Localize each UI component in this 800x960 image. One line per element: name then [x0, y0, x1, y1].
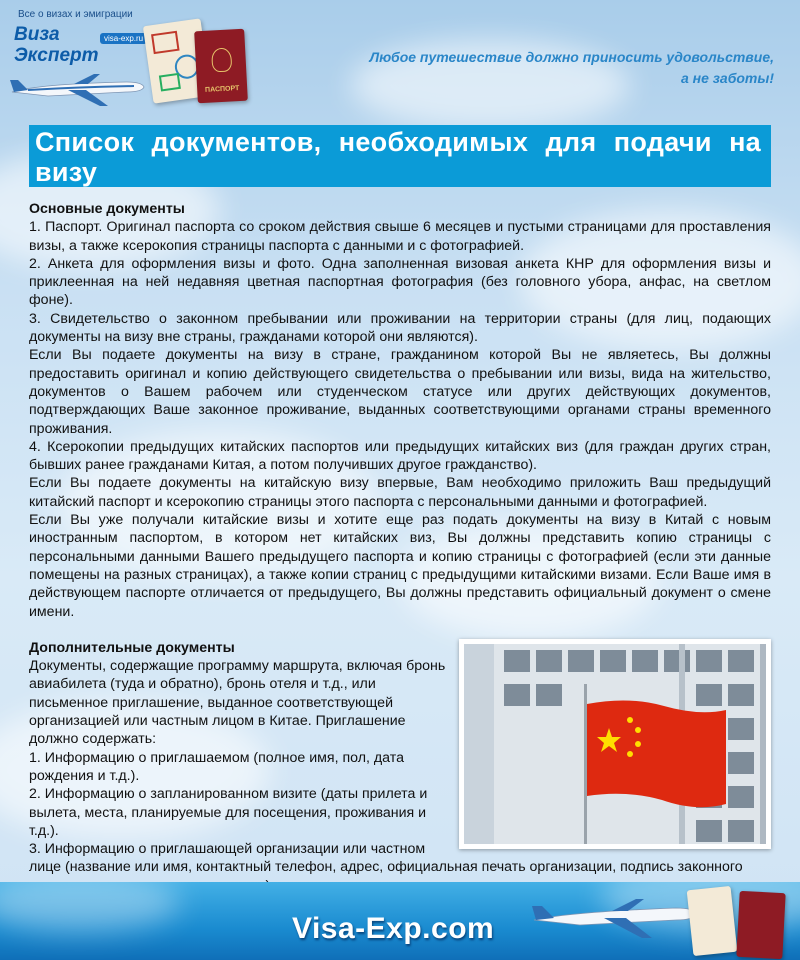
- slogan-line-2: а не заботы!: [680, 70, 774, 86]
- airplane-icon: [8, 70, 148, 110]
- site-url-badge: visa-exp.ru: [100, 33, 147, 44]
- page-title: Список документов, необходимых для подачи на визу: [35, 127, 761, 187]
- doc-paragraph: 3. Свидетельство о законном пребывании или проживании на территории страны (для лиц, подающих документы на визу вне страны, гражданами которой они являются).: [29, 310, 771, 346]
- article-body: [29, 200, 771, 913]
- passport-icon: [687, 886, 738, 956]
- title-bar: [29, 125, 771, 187]
- section-spacer: [29, 621, 771, 639]
- doc-paragraph: 2. Анкета для оформления визы и фото. Одна заполненная визовая анкета КНР для оформления визы и приклеенная на ней недавняя цветная паспортная фотография (без головного убора, анфас, на светлом фоне).: [29, 255, 771, 309]
- site-tagline: Все о визах и эмиграции: [18, 9, 133, 20]
- airplane-icon: [530, 894, 700, 942]
- main-docs-heading: Основные документы: [29, 201, 185, 217]
- brand-line-1: Виза: [14, 24, 60, 45]
- doc-paragraph: 4. Ксерокопии предыдущих китайских паспортов или предыдущих китайских виз (для граждан других стран, бывших ранее гражданами Китая, а потом получивших другое гражданство).: [29, 438, 771, 474]
- embassy-building-image: [464, 644, 766, 844]
- extra-doc-line: 2. Информацию о запланированном визите (даты прилета и вылета, места, планируемые для посещения, проживания и т.д.).: [29, 786, 428, 839]
- slogan-line-1: Любое путешествие должно приносить удовольствие,: [369, 49, 774, 65]
- passport-icon: [736, 891, 785, 959]
- doc-paragraph: Если Вы подаете документы на визу в стране, гражданином которой Вы не являетесь, Вы должны предоставить оригинал и копию действующего свидетельства о пребывании или визы, вида на жительство, документов о Вашем рабочем или студенческом статусе или других действующих документов, подтверждающих Ваше законное проживание, выданных соответствующими органами страны временного проживания.: [29, 347, 771, 437]
- passport-word: ПАСПОРТ: [204, 85, 240, 94]
- extra-doc-line: 3. Информацию о приглашающей организации или частном лице (название или имя, контактный телефон, адрес, официальная печать организации, подпись законного: [29, 841, 743, 876]
- site-header: [0, 0, 800, 120]
- extra-docs-heading: Дополнительные документы: [29, 639, 235, 656]
- footer-logo[interactable]: Visa-Exp.com: [292, 912, 495, 945]
- site-logo[interactable]: [14, 24, 99, 66]
- doc-paragraph: Если Вы уже получали китайские визы и хотите еще раз подать документы на визу в Китай с новым иностранным паспортом, в котором нет китайских виз, Вы должны представить копию страницы с персональными данными Вашего предыдущего паспорта и копию страницы с фотографией (если эти данные помещены на разных страницах), а также копии страниц с предыдущими китайскими визами. Если Ваше имя в действующем паспорте отличается от предыдущего, Вы должны представить официальный документ о смене имени.: [29, 512, 771, 620]
- doc-paragraph: Если Вы подаете документы на китайскую визу впервые, Вам необходимо приложить Ваш предыдущий китайский паспорт и ксерокопию страницы этого паспорта с персональными данными и фотографией.: [29, 475, 771, 510]
- site-footer: [0, 882, 800, 960]
- header-slogan: [294, 47, 774, 89]
- extra-doc-line: Документы, содержащие программу маршрута, включая бронь авиабилета (туда и обратно), бронь отеля и т.д., или письменное приглашение, выданное соответствующей организацией или частным лицом в Китае. Приглашение должно содержать:: [29, 658, 446, 748]
- china-flag-photo: [459, 639, 771, 849]
- passport-icon: [194, 29, 248, 104]
- cloud-decoration: [0, 882, 180, 932]
- extra-doc-line: 1. Информацию о приглашаемом (полное имя, пол, дата рождения и т.д.).: [29, 749, 404, 784]
- brand-line-2: Эксперт: [14, 45, 99, 66]
- doc-paragraph: 1. Паспорт. Оригинал паспорта со сроком действия свыше 6 месяцев и пустыми страницами для проставления визы, а также ксерокопия страницы паспорта с данными и с фотографией.: [29, 219, 771, 254]
